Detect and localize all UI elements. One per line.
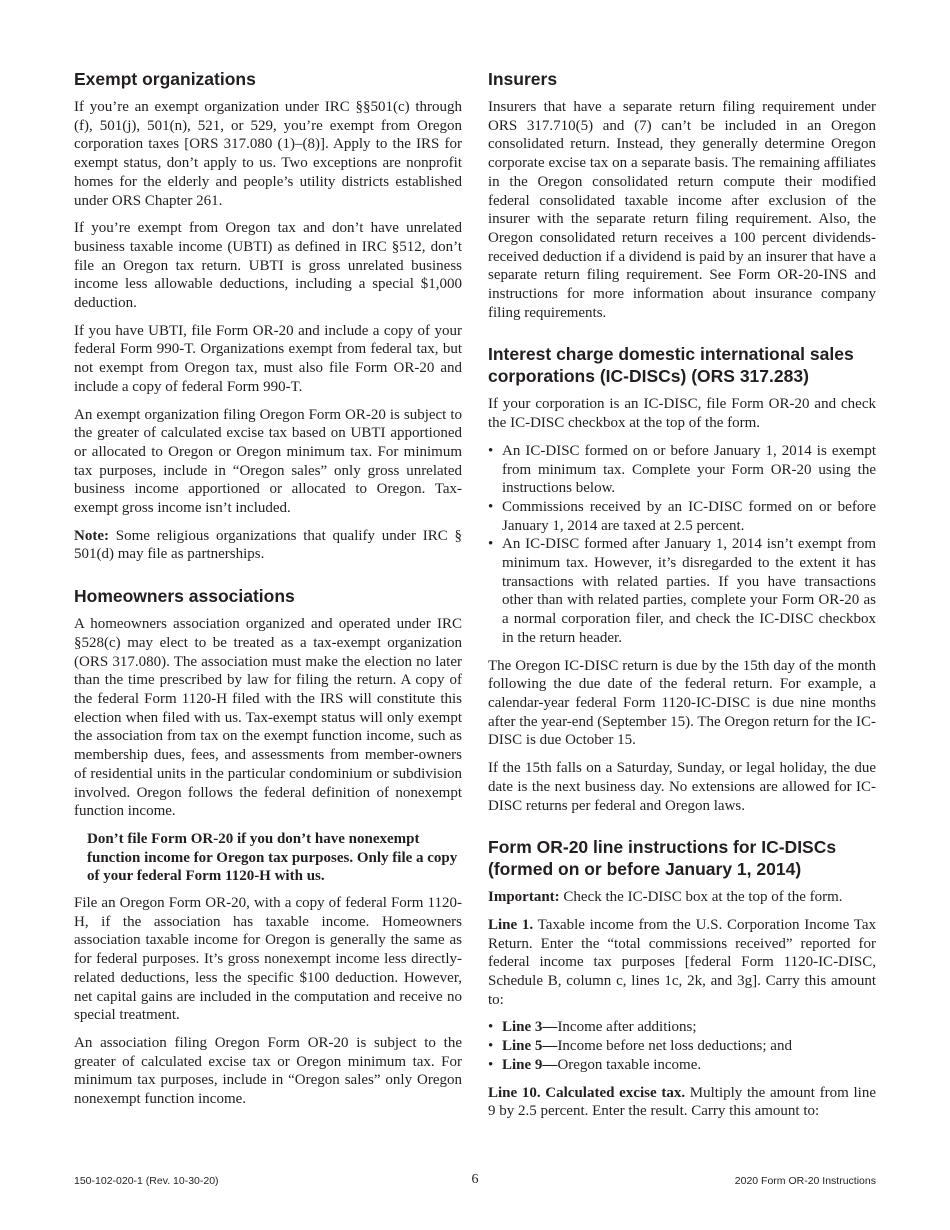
list-item: • An IC-DISC formed after January 1, 2014 isn’t exempt from minimum tax. However, it’s disregarded to the extent it has transactions with related parties. If you have transactions other than with related parties, complete your Form OR-20 as a normal corporation filer, and check the IC-DISC checkbox in the return header. [488, 536, 876, 646]
footer-form-id: 150-102-020-1 (Rev. 10-30-20) [74, 1175, 219, 1187]
bullet-icon: • [488, 1038, 494, 1055]
paragraph: If your corporation is an IC-DISC, file Form OR-20 and check the IC-DISC checkbox at the top of the form. [488, 396, 876, 432]
important-label: Important: [488, 889, 560, 906]
list-item: • An IC-DISC formed on or before January 1, 2014 is exempt from minimum tax. Complete your Form OR-20 using the instructions below. [488, 442, 876, 497]
list-item: • Commissions received by an IC-DISC formed on or before January 1, 2014 are taxed at 2.5 percent. [488, 498, 876, 534]
footer-doc-title: 2020 Form OR-20 Instructions [734, 1175, 876, 1187]
left-column [74, 68, 462, 1118]
list-item: • Line 9—Oregon taxable income. [488, 1056, 702, 1073]
bullet-icon: • [488, 1056, 494, 1073]
list-item: • Line 3—Income after additions; [488, 1019, 697, 1036]
paragraph: If the 15th falls on a Saturday, Sunday, or legal holiday, the due date is the next business day. No extensions are allowed for IC-DISC returns per federal and Oregon laws. [488, 760, 876, 814]
list-item: • Line 5—Income before net loss deductions; and [488, 1038, 792, 1055]
section-heading-line-instructions: Form OR-20 line instructions for IC-DISCs (formed on or before January 1, 2014) [488, 837, 837, 880]
carry-to-list [488, 1018, 876, 1074]
section-heading-homeowners-associations: Homeowners associations [74, 586, 295, 607]
line-1-paragraph: Line 1. Taxable income from the U.S. Corporation Income Tax Return. Enter the “total commissions received” reported for federal income tax purposes [federal Form 1120-IC-DISC, Schedule B, column c, lines 1c, 2k, and 3g]. Carry this amount to: [488, 916, 876, 1008]
note-paragraph [74, 527, 462, 564]
note-text: Some religious organizations that qualify under IRC § 501(d) may file as partnerships. [74, 527, 462, 563]
section-heading-exempt-organizations: Exempt organizations [74, 69, 256, 89]
paragraph: A homeowners association organized and operated under IRC §528(c) may elect to be treated as a tax-exempt organization (ORS 317.080). The association must make the election no later than the time prescribed by law for filing the return. A copy of the federal Form 1120-H filed with the IRS will constitute this election when filed with us. Tax-exempt status will only exempt the association from tax on the exempt function income, such as membership dues, fees, and assessments from member-owners of residential units in the particular condominium or subdivision involved. Oregon follows the federal definition of nonexempt function income. [74, 616, 462, 820]
paragraph: An exempt organization filing Oregon Form OR-20 is subject to the greater of calculated excise tax based on UBTI apportioned or allocated to Oregon or Oregon minimum tax. For minimum tax purposes, include in “Oregon sales” only gross unrelated business income apportioned or allocated to Oregon. Tax-exempt gross income isn’t included. [74, 406, 462, 517]
note-label: Note: [74, 527, 109, 544]
bullet-icon: • [488, 498, 494, 515]
paragraph: Insurers that have a separate return filing requirement under ORS 317.710(5) and (7) can’t be included in an Oregon consolidated return. Instead, they generally determine Oregon corporate excise tax on a separate basis. The remaining affiliates in the Oregon consolidated return compute their modified federal consolidated taxable income after exclusion of the insurer with the separate return filing requirement. Also, the Oregon consolidated return receives a 100 percent dividends-received deduction if a dividend is paid by an insurer that have a separate return filing requirement. See Form OR-20-INS and instructions for more information about insurance company filing requirements. [488, 99, 876, 321]
line-1-label: Line 1. [488, 916, 534, 933]
ic-disc-bullet-list [488, 442, 876, 648]
line-10-label: Line 10. Calculated excise tax. [488, 1084, 686, 1101]
important-paragraph: Important: Check the IC-DISC box at the top of the form. [488, 889, 843, 906]
section-heading-insurers: Insurers [488, 69, 558, 89]
paragraph: The Oregon IC-DISC return is due by the 15th day of the month following the due date of the federal return. For example, a calendar-year federal Form 1120-IC-DISC is due nine months after the year-end (September 15). The Oregon return for the IC-DISC is due October 15. [488, 657, 877, 749]
paragraph: If you have UBTI, file Form OR-20 and include a copy of your federal Form 990-T. Organizations exempt from federal tax, but not exempt from Oregon tax, must also file Form OR-20 and include a copy of federal Form 990-T. [74, 322, 462, 395]
page-footer [74, 1173, 876, 1189]
paragraph: If you’re exempt from Oregon tax and don’t have unrelated business taxable income (UBTI) as defined in IRC §512, don’t file an Oregon tax return. UBTI is gross unrelated business income less allowable deductions, including a special $1,000 deduction. [74, 220, 462, 312]
bullet-icon: • [488, 442, 494, 459]
page-number: 6 [471, 1172, 479, 1187]
paragraph: File an Oregon Form OR-20, with a copy of federal Form 1120-H, if the association has taxable income. Homeowners association taxable income for Oregon is generally the same as for federal purposes. It’s gross nonexempt income less directly-related deductions, less the specific $100 deduction. However, net capital gains are included in the computation and receive no special treatment. [74, 895, 462, 1024]
right-column [488, 68, 876, 1130]
bullet-icon: • [488, 1019, 494, 1036]
paragraph: If you’re an exempt organization under IRC §§501(c) through (f), 501(j), 501(n), 521, or 529, you’re exempt from Oregon corporation taxes [ORS 317.080 (1)–(8)]. Apply to the IRS for exempt status, don’t apply to us. Two exceptions are nonprofit homes for the elderly and people’s utility districts established under ORS Chapter 261. [74, 99, 462, 209]
paragraph: An association filing Oregon Form OR-20 is subject to the greater of calculated excise tax or Oregon minimum tax. For minimum tax purposes, include in “Oregon sales” only Oregon nonexempt function income. [74, 1034, 462, 1108]
bold-notice: Don’t file Form OR-20 if you don’t have nonexempt function income for Oregon tax purposes. Only file a copy of your federal Form 1120-H with us. [87, 830, 458, 885]
line-10-paragraph: Line 10. Calculated excise tax. Multiply the amount from line 9 by 2.5 percent. Enter the result. Carry this amount to: [488, 1084, 876, 1120]
section-heading-ic-discs: Interest charge domestic international sales corporations (IC-DISCs) (ORS 317.283) [488, 344, 854, 387]
bullet-icon: • [488, 536, 494, 553]
